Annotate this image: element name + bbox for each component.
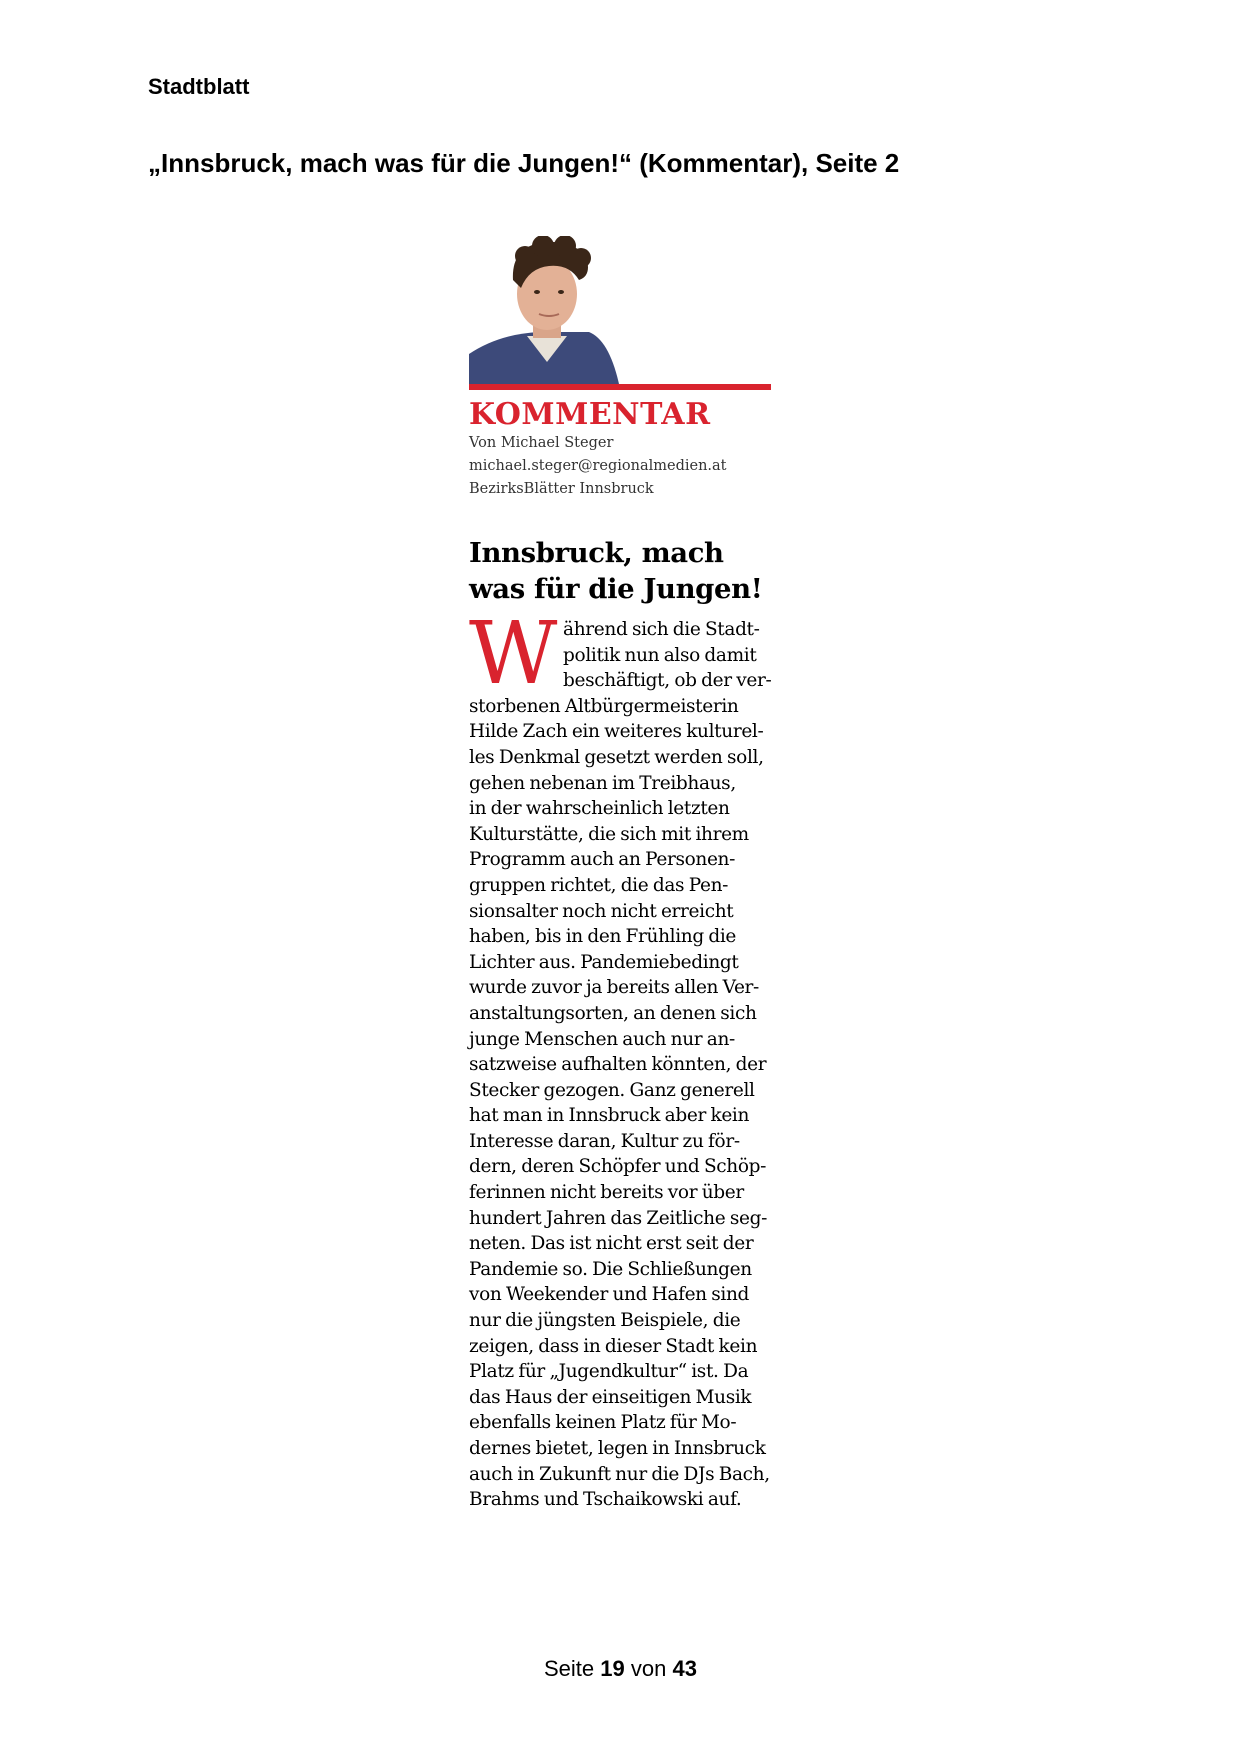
outlet-name: BezirksBlätter Innsbruck [469, 481, 654, 497]
body-line: nur die jüngsten Beispiele, die [469, 1310, 741, 1332]
body-line: Hilde Zach ein weiteres kulturel- [469, 721, 764, 743]
document-title: „Innsbruck, mach was für die Jungen!“ (Kommentar), Seite 2 [148, 148, 900, 178]
page-number-footer [0, 1656, 1241, 1682]
author-email: michael.steger@regionalmedien.at [469, 458, 727, 474]
drop-cap: W [469, 604, 558, 704]
body-line: Platz für „Jugendkultur“ ist. Da [469, 1361, 749, 1383]
author-photo [469, 236, 771, 384]
body-line: sionsalter noch nicht erreicht [469, 900, 734, 922]
body-line: dern, deren Schöpfer und Schöp- [469, 1156, 767, 1178]
kicker-label: KOMMENTAR [469, 397, 711, 432]
body-line: Stecker gezogen. Ganz generell [469, 1079, 755, 1101]
body-line: les Denkmal gesetzt werden soll, [469, 746, 764, 768]
body-line: gehen nebenan im Treibhaus, [469, 772, 736, 794]
red-divider [469, 384, 771, 390]
body-line: Kulturstätte, die sich mit ihrem [469, 823, 749, 845]
body-line: anstaltungsorten, an denen sich [469, 1002, 757, 1024]
body-line: in der wahrscheinlich letzten [469, 798, 730, 820]
body-line: haben, bis in den Frühling die [469, 926, 737, 948]
article-clipping [469, 236, 771, 1513]
headline-line-2: was für die Jungen! [469, 573, 763, 605]
publication-name: Stadtblatt [148, 74, 250, 99]
current-page: 19 [600, 1656, 625, 1681]
body-line: wurde zuvor ja bereits allen Ver- [469, 977, 759, 999]
body-line: Brahms und Tschaikowski auf. [469, 1489, 742, 1511]
body-line: auch in Zukunft nur die DJs Bach, [469, 1463, 770, 1485]
body-line: Interesse daran, Kultur zu för- [469, 1130, 740, 1152]
body-line: politik nun also damit [563, 644, 757, 666]
body-line: Pandemie so. Die Schließungen [469, 1258, 752, 1280]
total-pages: 43 [672, 1656, 697, 1681]
body-line: gruppen richtet, die das Pen- [469, 874, 729, 896]
body-line: hundert Jahren das Zeitliche seg- [469, 1207, 767, 1229]
body-line: ferinnen nicht bereits vor über [469, 1182, 744, 1204]
footer-middle: von [630, 1656, 667, 1681]
footer-prefix: Seite [544, 1656, 595, 1681]
body-line: ebenfalls keinen Platz für Mo- [469, 1412, 737, 1434]
body-line: Programm auch an Personen- [469, 849, 736, 871]
body-line: zeigen, dass in dieser Stadt kein [469, 1335, 758, 1357]
body-line: ährend sich die Stadt- [563, 619, 760, 640]
byline: Von Michael Steger [469, 435, 614, 451]
article-body [469, 604, 772, 1513]
body-line: das Haus der einseitigen Musik [469, 1386, 752, 1408]
body-line: neten. Das ist nicht erst seit der [469, 1233, 754, 1255]
author-portrait-image [469, 236, 771, 384]
body-line: hat man in Innsbruck aber kein [469, 1105, 750, 1127]
body-line: Lichter aus. Pandemiebedingt [469, 951, 739, 973]
body-line: junge Menschen auch nur an- [469, 1028, 735, 1050]
body-line: storbenen Altbürgermeisterin [469, 695, 739, 717]
article-headline [469, 535, 771, 607]
body-line: satzweise aufhalten könnten, der [469, 1054, 767, 1076]
body-line: beschäftigt, ob der ver- [563, 670, 772, 692]
body-line: dernes bietet, legen in Innsbruck [469, 1438, 766, 1459]
body-line: von Weekender und Hafen sind [469, 1284, 750, 1306]
headline-line-1: Innsbruck, mach [469, 537, 724, 569]
